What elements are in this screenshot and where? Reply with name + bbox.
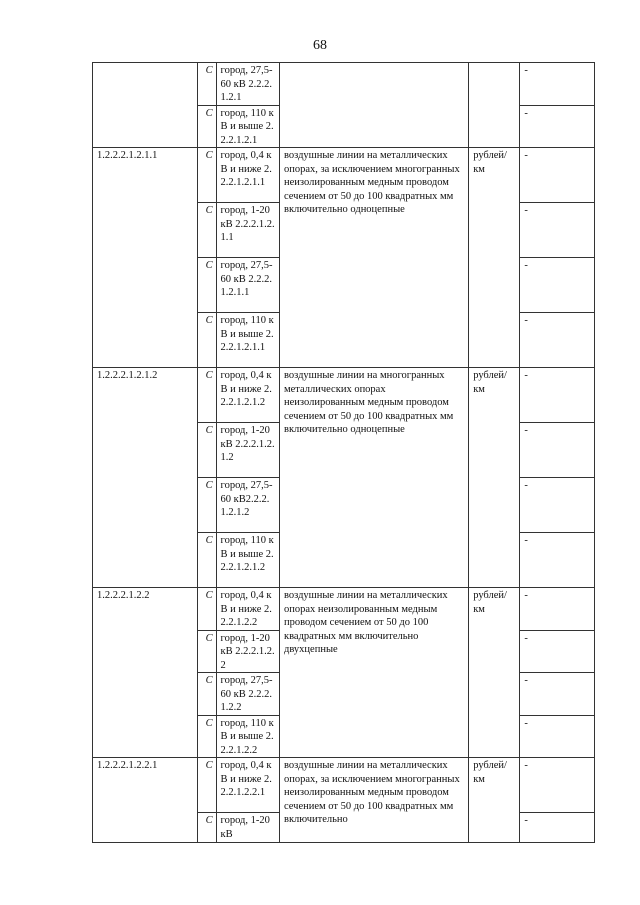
row-location: город, 0,4 кВ и ниже 2.2.2.1.2.2	[216, 588, 279, 631]
row-value: -	[520, 630, 595, 673]
row-value: -	[520, 813, 595, 843]
row-s-marker: С	[197, 715, 216, 758]
row-location: город, 27,5-60 кВ 2.2.2.1.2.2	[216, 673, 279, 716]
tariff-table	[92, 62, 595, 843]
row-code: 1.2.2.2.1.2.2.1	[93, 758, 198, 843]
row-s-marker: С	[197, 368, 216, 423]
row-description	[279, 63, 468, 148]
row-unit	[469, 63, 520, 148]
row-s-marker: С	[197, 478, 216, 533]
row-value: -	[520, 533, 595, 588]
row-description: воздушные линии на металлических опорах неизолированным медным проводом сечением от 50 до 100 квадратных мм включительно двухцепные	[279, 588, 468, 758]
row-value: -	[520, 715, 595, 758]
row-s-marker: С	[197, 258, 216, 313]
row-value: -	[520, 478, 595, 533]
row-code: 1.2.2.2.1.2.1.1	[93, 148, 198, 368]
row-s-marker: С	[197, 63, 216, 106]
row-location: город, 1-20 кВ 2.2.2.1.2.2	[216, 630, 279, 673]
row-code: 1.2.2.2.1.2.1.2	[93, 368, 198, 588]
row-s-marker: С	[197, 203, 216, 258]
row-value: -	[520, 105, 595, 148]
row-location: город, 1-20 кВ	[216, 813, 279, 843]
row-unit: рублей/ км	[469, 588, 520, 758]
row-location: город, 27,5-60 кВ2.2.2.1.2.1.2	[216, 478, 279, 533]
row-location: город, 0,4 кВ и ниже 2.2.2.1.2.2.1	[216, 758, 279, 813]
row-location: город, 0,4 кВ и ниже 2.2.2.1.2.1.2	[216, 368, 279, 423]
table-row	[93, 758, 595, 813]
row-location: город, 27,5-60 кВ 2.2.2.1.2.1.1	[216, 258, 279, 313]
row-description: воздушные линии на металлических опорах, за исключением многогранных неизолированным медным проводом сечением от 50 до 100 квадратных мм включительно	[279, 758, 468, 843]
row-code	[93, 63, 198, 148]
row-description: воздушные линии на многогранных металлических опорах неизолированным медным проводом сечением от 50 до 100 квадратных мм включительно одноцепные	[279, 368, 468, 588]
row-value: -	[520, 203, 595, 258]
row-s-marker: С	[197, 588, 216, 631]
row-value: -	[520, 313, 595, 368]
row-s-marker: С	[197, 423, 216, 478]
row-s-marker: С	[197, 813, 216, 843]
row-location: город, 1-20 кВ 2.2.2.1.2.1.2	[216, 423, 279, 478]
row-s-marker: С	[197, 148, 216, 203]
row-location: город, 110 кВ и выше 2.2.2.1.2.1.2	[216, 533, 279, 588]
row-s-marker: С	[197, 758, 216, 813]
table-row	[93, 368, 595, 423]
row-unit: рублей/ км	[469, 758, 520, 843]
row-s-marker: С	[197, 105, 216, 148]
row-location: город, 0,4 кВ и ниже 2.2.2.1.2.1.1	[216, 148, 279, 203]
row-code: 1.2.2.2.1.2.2	[93, 588, 198, 758]
row-value: -	[520, 758, 595, 813]
table-row	[93, 63, 595, 106]
row-location: город, 27,5-60 кВ 2.2.2.1.2.1	[216, 63, 279, 106]
row-s-marker: С	[197, 630, 216, 673]
row-value: -	[520, 423, 595, 478]
row-value: -	[520, 673, 595, 716]
row-s-marker: С	[197, 673, 216, 716]
row-location: город, 110 кВ и выше 2.2.2.1.2.1.1	[216, 313, 279, 368]
table-row	[93, 148, 595, 203]
row-location: город, 110 кВ и выше 2.2.2.1.2.1	[216, 105, 279, 148]
row-value: -	[520, 368, 595, 423]
row-unit: рублей/ км	[469, 148, 520, 368]
table-row	[93, 588, 595, 631]
page-number: 68	[313, 38, 327, 53]
row-value: -	[520, 148, 595, 203]
row-unit: рублей/ км	[469, 368, 520, 588]
row-description: воздушные линии на металлических опорах, за исключением многогранных неизолированным медным проводом сечением от 50 до 100 квадратных мм включительно одноцепные	[279, 148, 468, 368]
row-value: -	[520, 63, 595, 106]
row-location: город, 1-20 кВ 2.2.2.1.2.1.1	[216, 203, 279, 258]
row-value: -	[520, 588, 595, 631]
row-value: -	[520, 258, 595, 313]
row-location: город, 110 кВ и выше 2.2.2.1.2.2	[216, 715, 279, 758]
row-s-marker: С	[197, 533, 216, 588]
row-s-marker: С	[197, 313, 216, 368]
